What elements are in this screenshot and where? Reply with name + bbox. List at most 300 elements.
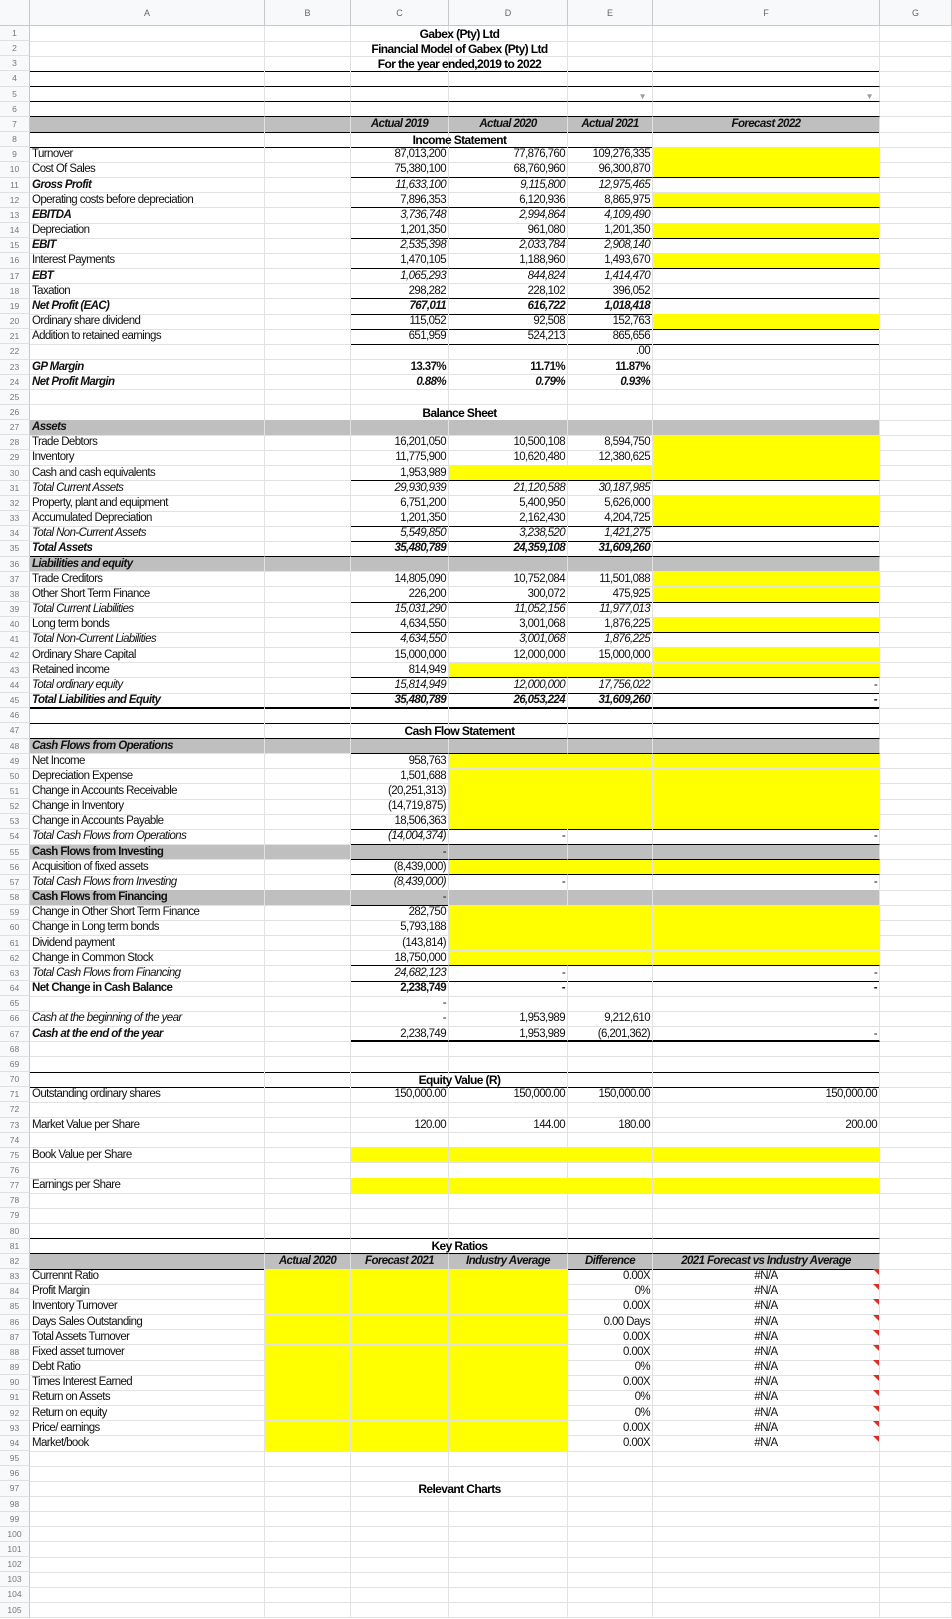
cell-b25[interactable] bbox=[265, 390, 351, 406]
cell-a33[interactable]: Accumulated Depreciation bbox=[30, 511, 265, 527]
cell-a60[interactable]: Change in Long term bonds bbox=[30, 920, 265, 936]
cell-a36[interactable]: Liabilities and equity bbox=[30, 557, 265, 573]
cell-f87[interactable]: #N/A bbox=[653, 1330, 880, 1346]
row-header[interactable]: 95 bbox=[0, 1451, 30, 1466]
cell-b23[interactable] bbox=[265, 360, 351, 376]
cell-e42[interactable]: 15,000,000 bbox=[568, 648, 653, 664]
row-header[interactable]: 57 bbox=[0, 875, 30, 890]
comment-marker-icon[interactable] bbox=[873, 1360, 879, 1366]
cell-a62[interactable]: Change in Common Stock bbox=[30, 951, 265, 967]
row-header[interactable]: 1 bbox=[0, 26, 30, 41]
cell-d45[interactable]: 26,053,224 bbox=[449, 693, 568, 709]
cell-d38[interactable]: 300,072 bbox=[449, 587, 568, 603]
cell-d61[interactable] bbox=[449, 936, 568, 952]
cell-a53[interactable]: Change in Accounts Payable bbox=[30, 814, 265, 830]
cell-d12[interactable]: 6,120,936 bbox=[449, 193, 568, 209]
cell-g89[interactable] bbox=[880, 1360, 952, 1376]
cell-c13[interactable]: 3,736,748 bbox=[351, 208, 449, 224]
cell-e68[interactable] bbox=[568, 1042, 653, 1058]
cell-b44[interactable] bbox=[265, 678, 351, 694]
cell-c71[interactable]: 150,000.00 bbox=[351, 1087, 449, 1103]
cell-d102[interactable] bbox=[449, 1557, 568, 1573]
row-header[interactable]: 37 bbox=[0, 572, 30, 587]
cell-f17[interactable] bbox=[653, 269, 880, 285]
column-header-e[interactable]: E bbox=[568, 0, 653, 26]
cell-a22[interactable] bbox=[30, 344, 265, 360]
cell-e29[interactable]: 12,380,625 bbox=[568, 450, 653, 466]
cell-g63[interactable] bbox=[880, 966, 952, 982]
cell-b63[interactable] bbox=[265, 966, 351, 982]
cell-d15[interactable]: 2,033,784 bbox=[449, 238, 568, 254]
cell-c32[interactable]: 6,751,200 bbox=[351, 496, 449, 512]
cell-f21[interactable] bbox=[653, 329, 880, 345]
cell-b72[interactable] bbox=[265, 1102, 351, 1118]
cell-f25[interactable] bbox=[653, 390, 880, 406]
cell-f76[interactable] bbox=[653, 1163, 880, 1179]
row-header[interactable]: 74 bbox=[0, 1133, 30, 1148]
cell-f68[interactable] bbox=[653, 1042, 880, 1058]
cell-d91[interactable] bbox=[449, 1390, 568, 1406]
cell-a105[interactable] bbox=[30, 1603, 265, 1619]
cell-c21[interactable]: 651,959 bbox=[351, 329, 449, 345]
cell-d6[interactable] bbox=[449, 102, 568, 118]
cell-b8[interactable] bbox=[265, 132, 351, 148]
cell-d96[interactable] bbox=[449, 1466, 568, 1482]
cell-d92[interactable] bbox=[449, 1406, 568, 1422]
cell-b20[interactable] bbox=[265, 314, 351, 330]
cell-c66[interactable]: - bbox=[351, 1011, 449, 1027]
cell-c37[interactable]: 14,805,090 bbox=[351, 572, 449, 588]
cell-f98[interactable] bbox=[653, 1497, 880, 1513]
cell-d104[interactable] bbox=[449, 1587, 568, 1603]
cell-f46[interactable] bbox=[653, 708, 880, 724]
column-header-d[interactable]: D bbox=[449, 0, 568, 26]
select-all-corner[interactable] bbox=[0, 0, 30, 26]
cell-f92[interactable]: #N/A bbox=[653, 1406, 880, 1422]
cell-e18[interactable]: 396,052 bbox=[568, 284, 653, 300]
cell-d72[interactable] bbox=[449, 1102, 568, 1118]
cell-d57[interactable]: - bbox=[449, 875, 568, 891]
cell-a82[interactable] bbox=[30, 1254, 265, 1270]
cell-d9[interactable]: 77,876,760 bbox=[449, 147, 568, 163]
row-header[interactable]: 12 bbox=[0, 193, 30, 208]
cell-d90[interactable] bbox=[449, 1375, 568, 1391]
cell-d34[interactable]: 3,238,520 bbox=[449, 526, 568, 542]
row-header[interactable]: 94 bbox=[0, 1436, 30, 1451]
cell-f86[interactable]: #N/A bbox=[653, 1315, 880, 1331]
cell-g78[interactable] bbox=[880, 1193, 952, 1209]
cell-b55[interactable] bbox=[265, 845, 351, 861]
cell-g101[interactable] bbox=[880, 1542, 952, 1558]
cell-e35[interactable]: 31,609,260 bbox=[568, 541, 653, 557]
cell-f64[interactable]: - bbox=[653, 981, 880, 997]
cell-b26[interactable] bbox=[265, 405, 351, 421]
cell-c54[interactable]: (14,004,374) bbox=[351, 829, 449, 845]
cell-g94[interactable] bbox=[880, 1436, 952, 1452]
cell-g57[interactable] bbox=[880, 875, 952, 891]
cell-g76[interactable] bbox=[880, 1163, 952, 1179]
cell-e69[interactable] bbox=[568, 1057, 653, 1073]
cell-g58[interactable] bbox=[880, 890, 952, 906]
comment-marker-icon[interactable] bbox=[873, 1330, 879, 1336]
cell-g103[interactable] bbox=[880, 1572, 952, 1588]
cell-a44[interactable]: Total ordinary equity bbox=[30, 678, 265, 694]
cell-a72[interactable] bbox=[30, 1102, 265, 1118]
cell-e52[interactable] bbox=[568, 799, 653, 815]
cell-e26[interactable] bbox=[568, 405, 653, 421]
cell-c15[interactable]: 2,535,398 bbox=[351, 238, 449, 254]
cell-c64[interactable]: 2,238,749 bbox=[351, 981, 449, 997]
cell-a39[interactable]: Total Current Liabilities bbox=[30, 602, 265, 618]
cell-b31[interactable] bbox=[265, 481, 351, 497]
row-header[interactable]: 44 bbox=[0, 678, 30, 693]
cell-b38[interactable] bbox=[265, 587, 351, 603]
cell-e43[interactable] bbox=[568, 663, 653, 679]
cell-b18[interactable] bbox=[265, 284, 351, 300]
cell-e45[interactable]: 31,609,260 bbox=[568, 693, 653, 709]
cell-b88[interactable] bbox=[265, 1345, 351, 1361]
cell-a2[interactable] bbox=[30, 41, 265, 57]
cell-c19[interactable]: 767,011 bbox=[351, 299, 449, 315]
cell-b39[interactable] bbox=[265, 602, 351, 618]
cell-d35[interactable]: 24,359,108 bbox=[449, 541, 568, 557]
cell-c69[interactable] bbox=[351, 1057, 449, 1073]
cell-c56[interactable]: (8,439,000) bbox=[351, 860, 449, 876]
cell-e28[interactable]: 8,594,750 bbox=[568, 435, 653, 451]
cell-e10[interactable]: 96,300,870 bbox=[568, 162, 653, 178]
cell-e61[interactable] bbox=[568, 936, 653, 952]
row-header[interactable]: 33 bbox=[0, 511, 30, 526]
cell-c55[interactable]: - bbox=[351, 845, 449, 861]
cell-g52[interactable] bbox=[880, 799, 952, 815]
cell-b47[interactable] bbox=[265, 723, 351, 739]
cell-e36[interactable] bbox=[568, 557, 653, 573]
cell-b101[interactable] bbox=[265, 1542, 351, 1558]
cell-d24[interactable]: 0.79% bbox=[449, 375, 568, 391]
cell-d48[interactable] bbox=[449, 739, 568, 755]
cell-a85[interactable]: Inventory Turnover bbox=[30, 1299, 265, 1315]
cell-g62[interactable] bbox=[880, 951, 952, 967]
cell-a13[interactable]: EBITDA bbox=[30, 208, 265, 224]
cell-b13[interactable] bbox=[265, 208, 351, 224]
cell-e8[interactable] bbox=[568, 132, 653, 148]
cell-a5[interactable] bbox=[30, 87, 265, 103]
cell-d85[interactable] bbox=[449, 1299, 568, 1315]
cell-a47[interactable] bbox=[30, 723, 265, 739]
cell-c39[interactable]: 15,031,290 bbox=[351, 602, 449, 618]
cell-g26[interactable] bbox=[880, 405, 952, 421]
row-header[interactable]: 60 bbox=[0, 920, 30, 935]
cell-c62[interactable]: 18,750,000 bbox=[351, 951, 449, 967]
cell-a48[interactable]: Cash Flows from Operations bbox=[30, 739, 265, 755]
row-header[interactable]: 72 bbox=[0, 1102, 30, 1117]
row-header[interactable]: 27 bbox=[0, 420, 30, 435]
cell-c6[interactable] bbox=[351, 102, 449, 118]
cell-e12[interactable]: 8,865,975 bbox=[568, 193, 653, 209]
cell-f39[interactable] bbox=[653, 602, 880, 618]
cell-b48[interactable] bbox=[265, 739, 351, 755]
cell-d79[interactable] bbox=[449, 1208, 568, 1224]
cell-d11[interactable]: 9,115,800 bbox=[449, 178, 568, 194]
cell-f30[interactable] bbox=[653, 466, 880, 482]
cell-c12[interactable]: 7,896,353 bbox=[351, 193, 449, 209]
cell-c94[interactable] bbox=[351, 1436, 449, 1452]
cell-g59[interactable] bbox=[880, 905, 952, 921]
cell-g21[interactable] bbox=[880, 329, 952, 345]
cell-e81[interactable] bbox=[568, 1239, 653, 1255]
cell-a104[interactable] bbox=[30, 1587, 265, 1603]
cell-d27[interactable] bbox=[449, 420, 568, 436]
cell-e77[interactable] bbox=[568, 1178, 653, 1194]
cell-f16[interactable] bbox=[653, 253, 880, 269]
row-header[interactable]: 76 bbox=[0, 1163, 30, 1178]
cell-g19[interactable] bbox=[880, 299, 952, 315]
cell-c67[interactable]: 2,238,749 bbox=[351, 1027, 449, 1043]
cell-e27[interactable] bbox=[568, 420, 653, 436]
cell-c31[interactable]: 29,930,939 bbox=[351, 481, 449, 497]
cell-c104[interactable] bbox=[351, 1587, 449, 1603]
cell-g66[interactable] bbox=[880, 1011, 952, 1027]
cell-g17[interactable] bbox=[880, 269, 952, 285]
cell-b42[interactable] bbox=[265, 648, 351, 664]
cell-e92[interactable]: 0% bbox=[568, 1406, 653, 1422]
cell-a93[interactable]: Price/ earnings bbox=[30, 1421, 265, 1437]
row-header[interactable]: 8 bbox=[0, 132, 30, 147]
row-header[interactable]: 66 bbox=[0, 1011, 30, 1026]
cell-d41[interactable]: 3,001,068 bbox=[449, 632, 568, 648]
comment-marker-icon[interactable] bbox=[873, 1375, 879, 1381]
cell-b32[interactable] bbox=[265, 496, 351, 512]
cell-d29[interactable]: 10,620,480 bbox=[449, 450, 568, 466]
cell-b58[interactable] bbox=[265, 890, 351, 906]
column-header-g[interactable]: G bbox=[880, 0, 952, 26]
row-header[interactable]: 41 bbox=[0, 632, 30, 647]
cell-f99[interactable] bbox=[653, 1512, 880, 1528]
cell-e87[interactable]: 0.00X bbox=[568, 1330, 653, 1346]
dropdown-arrow-icon[interactable]: ▼ bbox=[865, 91, 873, 101]
row-header[interactable]: 88 bbox=[0, 1345, 30, 1360]
row-header[interactable]: 52 bbox=[0, 799, 30, 814]
cell-f75[interactable] bbox=[653, 1148, 880, 1164]
row-header[interactable]: 104 bbox=[0, 1587, 30, 1602]
cell-e63[interactable] bbox=[568, 966, 653, 982]
comment-marker-icon[interactable] bbox=[873, 1421, 879, 1427]
cell-d46[interactable] bbox=[449, 708, 568, 724]
cell-g64[interactable] bbox=[880, 981, 952, 997]
cell-d87[interactable] bbox=[449, 1330, 568, 1346]
cell-c61[interactable]: (143,814) bbox=[351, 936, 449, 952]
cell-g2[interactable] bbox=[880, 41, 952, 57]
cell-b43[interactable] bbox=[265, 663, 351, 679]
cell-f24[interactable] bbox=[653, 375, 880, 391]
cell-f58[interactable] bbox=[653, 890, 880, 906]
cell-e100[interactable] bbox=[568, 1527, 653, 1543]
cell-b19[interactable] bbox=[265, 299, 351, 315]
cell-e53[interactable] bbox=[568, 814, 653, 830]
cell-g105[interactable] bbox=[880, 1603, 952, 1619]
cell-c96[interactable] bbox=[351, 1466, 449, 1482]
cell-d63[interactable]: - bbox=[449, 966, 568, 982]
cell-g77[interactable] bbox=[880, 1178, 952, 1194]
cell-b65[interactable] bbox=[265, 996, 351, 1012]
row-header[interactable]: 75 bbox=[0, 1148, 30, 1163]
cell-a17[interactable]: EBT bbox=[30, 269, 265, 285]
cell-d60[interactable] bbox=[449, 920, 568, 936]
cell-a95[interactable] bbox=[30, 1451, 265, 1467]
cell-d67[interactable]: 1,953,989 bbox=[449, 1027, 568, 1043]
row-header[interactable]: 100 bbox=[0, 1527, 30, 1542]
cell-f78[interactable] bbox=[653, 1193, 880, 1209]
row-header[interactable]: 45 bbox=[0, 693, 30, 708]
cell-b41[interactable] bbox=[265, 632, 351, 648]
cell-g104[interactable] bbox=[880, 1587, 952, 1603]
row-header[interactable]: 62 bbox=[0, 951, 30, 966]
row-header[interactable]: 102 bbox=[0, 1557, 30, 1572]
cell-c80[interactable] bbox=[351, 1224, 449, 1240]
cell-b94[interactable] bbox=[265, 1436, 351, 1452]
cell-f26[interactable] bbox=[653, 405, 880, 421]
cell-a56[interactable]: Acquisition of fixed assets bbox=[30, 860, 265, 876]
cell-e96[interactable] bbox=[568, 1466, 653, 1482]
cell-a50[interactable]: Depreciation Expense bbox=[30, 769, 265, 785]
row-header[interactable]: 51 bbox=[0, 784, 30, 799]
cell-a76[interactable] bbox=[30, 1163, 265, 1179]
cell-d53[interactable] bbox=[449, 814, 568, 830]
cell-f62[interactable] bbox=[653, 951, 880, 967]
cell-a9[interactable]: Turnover bbox=[30, 147, 265, 163]
cell-a81[interactable] bbox=[30, 1239, 265, 1255]
cell-f1[interactable] bbox=[653, 26, 880, 42]
cell-a88[interactable]: Fixed asset turnover bbox=[30, 1345, 265, 1361]
cell-e40[interactable]: 1,876,225 bbox=[568, 617, 653, 633]
cell-c49[interactable]: 958,763 bbox=[351, 754, 449, 770]
row-header[interactable]: 53 bbox=[0, 814, 30, 829]
cell-e65[interactable] bbox=[568, 996, 653, 1012]
cell-g73[interactable] bbox=[880, 1118, 952, 1134]
comment-marker-icon[interactable] bbox=[873, 1436, 879, 1442]
cell-g91[interactable] bbox=[880, 1390, 952, 1406]
cell-f22[interactable] bbox=[653, 344, 880, 360]
cell-c36[interactable] bbox=[351, 557, 449, 573]
cell-e85[interactable]: 0.00X bbox=[568, 1299, 653, 1315]
cell-g39[interactable] bbox=[880, 602, 952, 618]
cell-g10[interactable] bbox=[880, 162, 952, 178]
cell-f59[interactable] bbox=[653, 905, 880, 921]
cell-a75[interactable]: Book Value per Share bbox=[30, 1148, 265, 1164]
cell-b49[interactable] bbox=[265, 754, 351, 770]
cell-e23[interactable]: 11.87% bbox=[568, 360, 653, 376]
cell-b75[interactable] bbox=[265, 1148, 351, 1164]
row-header[interactable]: 92 bbox=[0, 1406, 30, 1421]
cell-e32[interactable]: 5,626,000 bbox=[568, 496, 653, 512]
cell-b30[interactable] bbox=[265, 466, 351, 482]
cell-f67[interactable]: - bbox=[653, 1027, 880, 1043]
cell-g20[interactable] bbox=[880, 314, 952, 330]
row-header[interactable]: 90 bbox=[0, 1375, 30, 1390]
cell-a4[interactable] bbox=[30, 71, 265, 87]
cell-g90[interactable] bbox=[880, 1375, 952, 1391]
cell-g46[interactable] bbox=[880, 708, 952, 724]
cell-f18[interactable] bbox=[653, 284, 880, 300]
cell-d83[interactable] bbox=[449, 1269, 568, 1285]
cell-b103[interactable] bbox=[265, 1572, 351, 1588]
cell-f38[interactable] bbox=[653, 587, 880, 603]
row-header[interactable]: 2 bbox=[0, 41, 30, 56]
cell-f77[interactable] bbox=[653, 1178, 880, 1194]
cell-d58[interactable] bbox=[449, 890, 568, 906]
cell-c42[interactable]: 15,000,000 bbox=[351, 648, 449, 664]
row-header[interactable]: 26 bbox=[0, 405, 30, 420]
cell-b77[interactable] bbox=[265, 1178, 351, 1194]
cell-e94[interactable]: 0.00X bbox=[568, 1436, 653, 1452]
cell-f95[interactable] bbox=[653, 1451, 880, 1467]
cell-a55[interactable]: Cash Flows from Investing bbox=[30, 845, 265, 861]
cell-b59[interactable] bbox=[265, 905, 351, 921]
cell-a91[interactable]: Return on Assets bbox=[30, 1390, 265, 1406]
cell-a34[interactable]: Total Non-Current Assets bbox=[30, 526, 265, 542]
row-header[interactable]: 10 bbox=[0, 162, 30, 177]
cell-g99[interactable] bbox=[880, 1512, 952, 1528]
cell-b4[interactable] bbox=[265, 71, 351, 87]
cell-f54[interactable]: - bbox=[653, 829, 880, 845]
column-header-a[interactable]: A bbox=[30, 0, 265, 26]
cell-g3[interactable] bbox=[880, 56, 952, 72]
cell-b33[interactable] bbox=[265, 511, 351, 527]
cell-b81[interactable] bbox=[265, 1239, 351, 1255]
cell-g6[interactable] bbox=[880, 102, 952, 118]
cell-b76[interactable] bbox=[265, 1163, 351, 1179]
cell-f15[interactable] bbox=[653, 238, 880, 254]
cell-e75[interactable] bbox=[568, 1148, 653, 1164]
row-header[interactable]: 4 bbox=[0, 71, 30, 86]
cell-e17[interactable]: 1,414,470 bbox=[568, 269, 653, 285]
cell-a71[interactable]: Outstanding ordinary shares bbox=[30, 1087, 265, 1103]
cell-e80[interactable] bbox=[568, 1224, 653, 1240]
cell-c38[interactable]: 226,200 bbox=[351, 587, 449, 603]
cell-b3[interactable] bbox=[265, 56, 351, 72]
cell-c74[interactable] bbox=[351, 1133, 449, 1149]
cell-b17[interactable] bbox=[265, 269, 351, 285]
cell-f82[interactable]: 2021 Forecast vs Industry Average bbox=[653, 1254, 880, 1270]
cell-f20[interactable] bbox=[653, 314, 880, 330]
cell-g16[interactable] bbox=[880, 253, 952, 269]
cell-e89[interactable]: 0% bbox=[568, 1360, 653, 1376]
cell-b46[interactable] bbox=[265, 708, 351, 724]
row-header[interactable]: 99 bbox=[0, 1512, 30, 1527]
cell-d64[interactable]: - bbox=[449, 981, 568, 997]
row-header[interactable]: 63 bbox=[0, 966, 30, 981]
cell-c22[interactable] bbox=[351, 344, 449, 360]
cell-a61[interactable]: Dividend payment bbox=[30, 936, 265, 952]
cell-b56[interactable] bbox=[265, 860, 351, 876]
cell-g65[interactable] bbox=[880, 996, 952, 1012]
cell-e70[interactable] bbox=[568, 1072, 653, 1088]
cell-d31[interactable]: 21,120,588 bbox=[449, 481, 568, 497]
row-header[interactable]: 21 bbox=[0, 329, 30, 344]
cell-a20[interactable]: Ordinary share dividend bbox=[30, 314, 265, 330]
cell-d43[interactable] bbox=[449, 663, 568, 679]
cell-a12[interactable]: Operating costs before depreciation bbox=[30, 193, 265, 209]
cell-g32[interactable] bbox=[880, 496, 952, 512]
cell-c35[interactable]: 35,480,789 bbox=[351, 541, 449, 557]
cell-a31[interactable]: Total Current Assets bbox=[30, 481, 265, 497]
cell-a15[interactable]: EBIT bbox=[30, 238, 265, 254]
cell-e13[interactable]: 4,109,490 bbox=[568, 208, 653, 224]
cell-e59[interactable] bbox=[568, 905, 653, 921]
row-header[interactable]: 24 bbox=[0, 375, 30, 390]
cell-e93[interactable]: 0.00X bbox=[568, 1421, 653, 1437]
cell-a49[interactable]: Net Income bbox=[30, 754, 265, 770]
